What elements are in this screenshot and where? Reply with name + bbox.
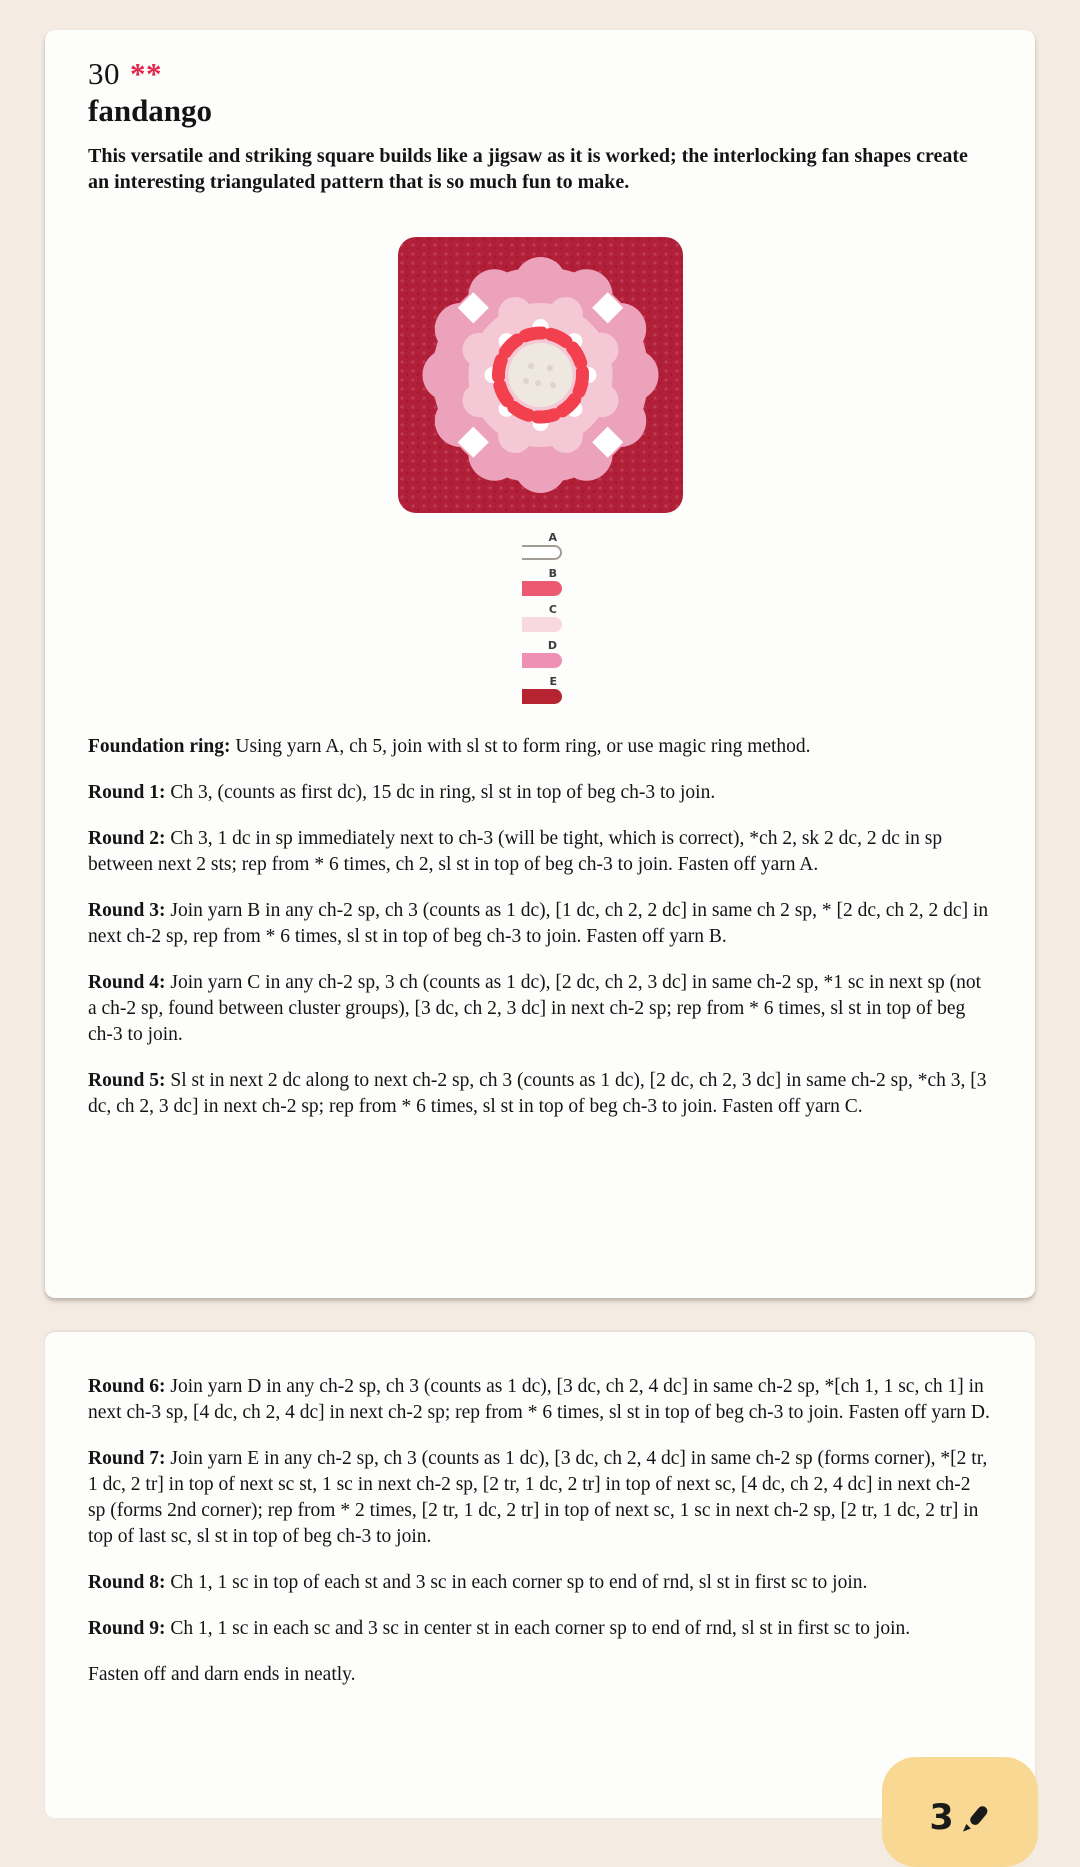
pattern-number: 30 [88, 56, 120, 91]
round-4-paragraph [88, 970, 992, 1048]
yarn-swatch-c [522, 603, 562, 632]
yarn-label-d: D [547, 639, 557, 652]
yarn-swatch-d [522, 639, 562, 668]
pattern-title: fandango [88, 93, 213, 128]
round-1-text: Ch 3, (counts as first dc), 15 dc in ring, sl st in top of beg ch-3 to join. [170, 782, 716, 803]
round-2-label: Round 2: [88, 828, 166, 849]
yarn-color-a [522, 545, 562, 560]
yarn-label-b: B [548, 567, 557, 580]
yarn-color-c [522, 617, 562, 632]
round-2-text: Ch 3, 1 dc in sp immediately next to ch-3 (will be tight, which is correct), *ch 2, sk 2 dc, 2 dc in sp between next 2 sts; rep from * 6 times, ch 2, sl st in top of beg ch-3 to join. Fasten off yarn A. [88, 828, 943, 875]
round-5-paragraph [88, 1068, 992, 1120]
yarn-swatch-e [522, 675, 562, 704]
yarn-swatch-b [522, 567, 562, 596]
round-1-paragraph [88, 780, 992, 806]
crochet-square-photo [388, 233, 693, 517]
difficulty-stars: ** [130, 56, 162, 91]
yarn-color-d [522, 653, 562, 668]
foundation-ring-label: Foundation ring: [88, 736, 231, 757]
round-8-paragraph [88, 1570, 992, 1596]
round-2-paragraph [88, 826, 992, 878]
yarn-color-e [522, 689, 562, 704]
round-9-paragraph [88, 1616, 992, 1642]
foundation-ring-paragraph [88, 734, 992, 760]
annotation-count: 3 [929, 1798, 954, 1838]
round-6-label: Round 6: [88, 1376, 166, 1397]
round-8-label: Round 8: [88, 1572, 166, 1593]
yarn-label-e: E [549, 675, 557, 688]
pattern-page-bottom [45, 1332, 1035, 1818]
round-4-text: Join yarn C in any ch-2 sp, 3 ch (counts as 1 dc), [2 dc, ch 2, 3 dc] in same ch-2 sp, *1 sc in next sp (not a ch-2 sp, found between cluster groups), [3 dc, ch 2, 3 dc] in next ch-2 sp; rep from * 6 times, sl st in top of beg ch-3 to join. [88, 972, 982, 1045]
round-6-text: Join yarn D in any ch-2 sp, ch 3 (counts as 1 dc), [3 dc, ch 2, 4 dc] in same ch-2 sp, *[ch 1, 1 sc, ch 1] in next ch-3 sp, [4 dc, ch 2, 4 dc] in next ch-2 sp; rep from * 6 times, sl st in top of beg ch-3 to join. Fasten off yarn D. [88, 1376, 990, 1423]
yarn-label-a: A [548, 531, 557, 544]
pen-icon [957, 1801, 991, 1835]
round-7-paragraph [88, 1446, 992, 1550]
round-7-label: Round 7: [88, 1448, 166, 1469]
round-7-text: Join yarn E in any ch-2 sp, ch 3 (counts as 1 dc), [3 dc, ch 2, 4 dc] in same ch-2 sp (forms corner), *[2 tr, 1 dc, 2 tr] in top of next sc st, 1 sc in next ch-2 sp, [2 tr, 1 dc, 2 tr] in top of next sc, [4 dc, ch 2, 4 dc] in next ch-2 sp (forms 2nd corner); rep from * 2 times, [2 tr, 1 dc, 2 tr] in top of next sc, 1 sc in next ch-2 sp, [2 tr, 1 dc, 2 tr] in top of last sc, sl st in top of beg ch-3 to join. [88, 1448, 988, 1547]
round-8-text: Ch 1, 1 sc in top of each st and 3 sc in each corner sp to end of rnd, sl st in first sc to join. [170, 1572, 868, 1593]
round-1-label: Round 1: [88, 782, 166, 803]
round-9-label: Round 9: [88, 1618, 166, 1639]
annotation-fab-button[interactable] [882, 1757, 1038, 1867]
round-5-label: Round 5: [88, 1070, 166, 1091]
round-5-text: Sl st in next 2 dc along to next ch-2 sp, ch 3 (counts as 1 dc), [2 dc, ch 2, 3 dc] in same ch-2 sp, *ch 3, [3 dc, ch 2, 3 dc] in next ch-2 sp; rep from * 6 times, sl st in top of beg ch-3 to join. Fasten off yarn C. [88, 1070, 987, 1117]
yarn-key [522, 531, 562, 704]
yarn-color-b [522, 581, 562, 596]
fasten-off-note: Fasten off and darn ends in neatly. [88, 1664, 356, 1685]
instructions-part-2 [88, 1374, 992, 1688]
annotation-fab-content [882, 1799, 1038, 1837]
pattern-page-top [45, 30, 1035, 1298]
round-6-paragraph [88, 1374, 992, 1426]
round-4-label: Round 4: [88, 972, 166, 993]
round-3-text: Join yarn B in any ch-2 sp, ch 3 (counts as 1 dc), [1 dc, ch 2, 2 dc] in same ch 2 sp, * [2 dc, ch 2, 2 dc] in next ch-2 sp, rep from * 6 times, sl st in top of beg ch-3 to join. Fasten off yarn B. [88, 900, 989, 947]
pattern-number-row [88, 55, 992, 92]
round-3-label: Round 3: [88, 900, 166, 921]
round-3-paragraph [88, 898, 992, 950]
yarn-label-c: C [548, 603, 557, 616]
foundation-ring-text: Using yarn A, ch 5, join with sl st to form ring, or use magic ring method. [235, 736, 811, 757]
yarn-swatch-a [522, 531, 562, 560]
round-9-text: Ch 1, 1 sc in each sc and 3 sc in center st in each corner sp to end of rnd, sl st in first sc to join. [170, 1618, 911, 1639]
pattern-intro: This versatile and striking square builds like a jigsaw as it is worked; the interlocking fan shapes create an interesting triangulated pattern that is so much fun to make. [88, 145, 968, 193]
instructions-part-1 [88, 734, 992, 1120]
